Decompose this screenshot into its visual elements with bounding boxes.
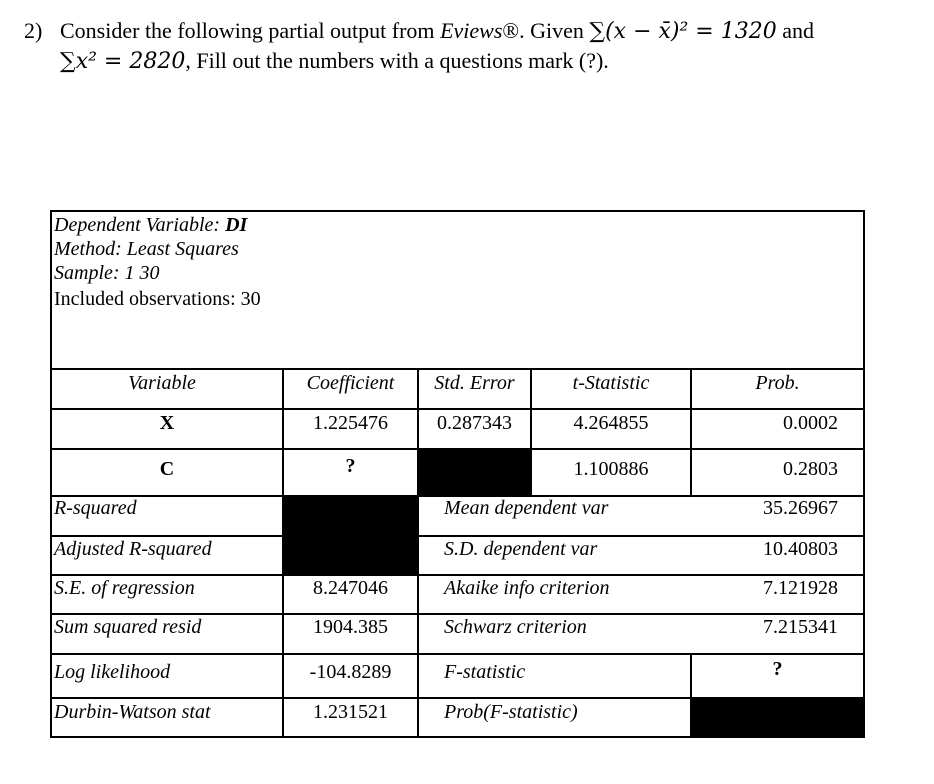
question-text: Consider the following partial output from	[60, 18, 435, 43]
stat-akaike-value: 7.121928	[763, 577, 838, 599]
row-c-std-error-blank	[419, 450, 530, 495]
software-name: Eviews	[440, 18, 503, 43]
stat-ssr-label: Sum squared resid	[54, 616, 202, 638]
row-c-variable: C	[159, 458, 175, 480]
row-x-prob: 0.0002	[783, 412, 838, 434]
stat-se-regression-label: S.E. of regression	[54, 577, 195, 599]
sample-line: Sample: 1 30	[54, 262, 160, 284]
stat-durbin-watson-value: 1.231521	[313, 701, 388, 723]
col-header-prob: Prob.	[755, 372, 800, 394]
sum-sq-dev-formula: ∑(x − x̄)² = 1320	[589, 19, 777, 44]
rule-stat-1	[52, 535, 863, 537]
question-line-1	[60, 16, 814, 47]
stat-f-statistic-value: ?	[772, 658, 783, 680]
stat-r-squared-blank	[284, 497, 417, 535]
rule-columns	[52, 408, 863, 410]
stat-adj-r-squared-blank	[284, 537, 417, 574]
row-x-coefficient: 1.225476	[313, 412, 388, 434]
row-c-coefficient: ?	[345, 455, 356, 477]
stat-mean-dep-label: Mean dependent var	[444, 497, 609, 519]
stat-sd-dep-value: 10.40803	[763, 538, 838, 560]
stat-adj-r-squared-label: Adjusted R-squared	[54, 538, 212, 560]
question-line-2	[60, 46, 609, 77]
rule-header	[52, 368, 863, 370]
stat-r-squared-label: R-squared	[54, 497, 137, 519]
question-number: 2)	[24, 18, 43, 43]
stat-schwarz-value: 7.215341	[763, 616, 838, 638]
dependent-variable-value: DI	[225, 214, 248, 236]
row-c-t-stat: 1.100886	[573, 458, 649, 480]
stat-f-statistic-label: F-statistic	[444, 661, 526, 683]
stat-sd-dep-label: S.D. dependent var	[444, 538, 598, 560]
stat-mean-dep-value: 35.26967	[763, 497, 838, 519]
row-x-variable: X	[159, 412, 175, 434]
stat-akaike-label: Akaike info criterion	[444, 577, 610, 599]
stat-ssr-value: 1904.385	[313, 616, 388, 638]
stat-durbin-watson-label: Durbin-Watson stat	[54, 701, 211, 723]
stat-log-likelihood-value: -104.8289	[309, 661, 392, 683]
method-line: Method: Least Squares	[54, 238, 239, 260]
stat-schwarz-label: Schwarz criterion	[444, 616, 587, 638]
col-header-std-error: Std. Error	[434, 372, 515, 394]
col-header-t-statistic: t-Statistic	[572, 372, 650, 394]
given-text: . Given	[519, 18, 584, 43]
dependent-variable-line: Dependent Variable: DI	[54, 214, 248, 236]
observations-line: Included observations: 30	[54, 288, 261, 310]
rule-stat-4	[52, 653, 863, 655]
sum-sq-formula: ∑x² = 2820	[60, 49, 186, 74]
stat-prob-f-label: Prob(F-statistic)	[444, 701, 578, 723]
row-x-t-stat: 4.264855	[573, 412, 649, 434]
row-x-std-error: 0.287343	[437, 412, 512, 434]
stat-prob-f-blank	[692, 699, 863, 736]
and-text: and	[782, 18, 814, 43]
registered-mark: ®	[502, 18, 520, 43]
rule-stat-2	[52, 574, 863, 576]
stat-log-likelihood-label: Log likelihood	[54, 661, 171, 683]
col-header-coefficient: Coefficient	[306, 372, 395, 394]
eviews-output-table	[50, 210, 865, 738]
stat-se-regression-value: 8.247046	[313, 577, 388, 599]
row-c-prob: 0.2803	[783, 458, 838, 480]
instruction-text: , Fill out the numbers with a questions mark (?).	[185, 48, 609, 73]
col-header-variable: Variable	[128, 372, 196, 394]
rule-stat-3	[52, 613, 863, 615]
